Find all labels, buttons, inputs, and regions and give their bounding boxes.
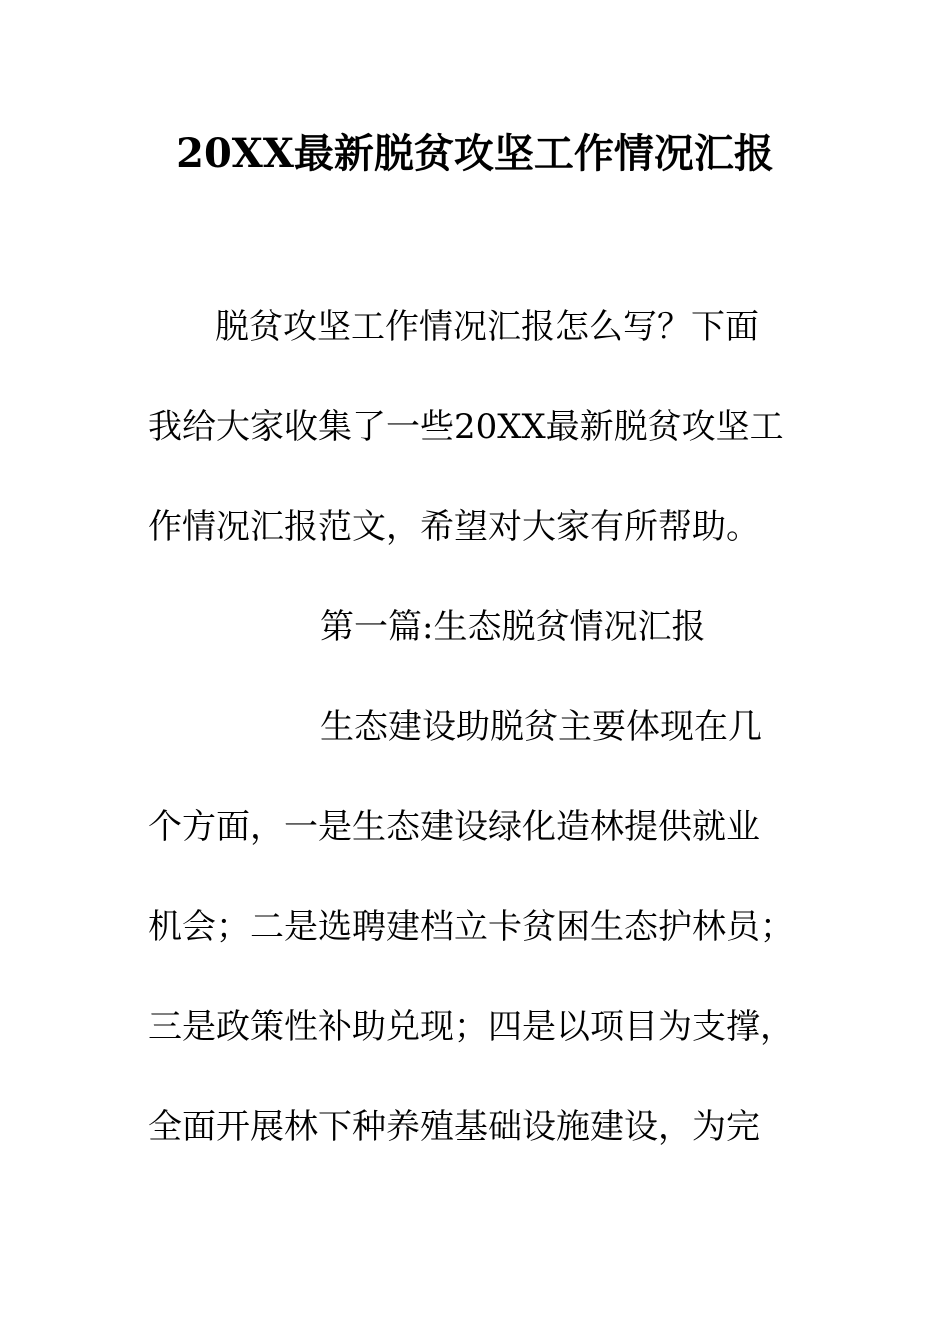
body-paragraph-line-1: 生态建设助脱贫主要体现在几 xyxy=(320,707,762,747)
body-paragraph-line-3: 机会；二是选聘建档立卡贫困生态护林员； xyxy=(148,907,794,947)
body-paragraph-line-5: 全面开展林下种养殖基础设施建设，为完 xyxy=(148,1107,760,1147)
body-paragraph-line-4: 三是政策性补助兑现；四是以项目为支撑， xyxy=(148,1007,794,1047)
intro-paragraph-line-2: 我给大家收集了一些20XX最新脱贫攻坚工 xyxy=(148,407,784,447)
intro-paragraph-line-3: 作情况汇报范文，希望对大家有所帮助。 xyxy=(148,507,760,547)
intro-paragraph-line-1: 脱贫攻坚工作情况汇报怎么写？下面 xyxy=(215,307,759,347)
body-paragraph-line-2: 个方面，一是生态建设绿化造林提供就业 xyxy=(148,807,760,847)
document-title: 20XX最新脱贫攻坚工作情况汇报 xyxy=(176,130,774,177)
section-heading: 第一篇:生态脱贫情况汇报 xyxy=(320,607,706,647)
